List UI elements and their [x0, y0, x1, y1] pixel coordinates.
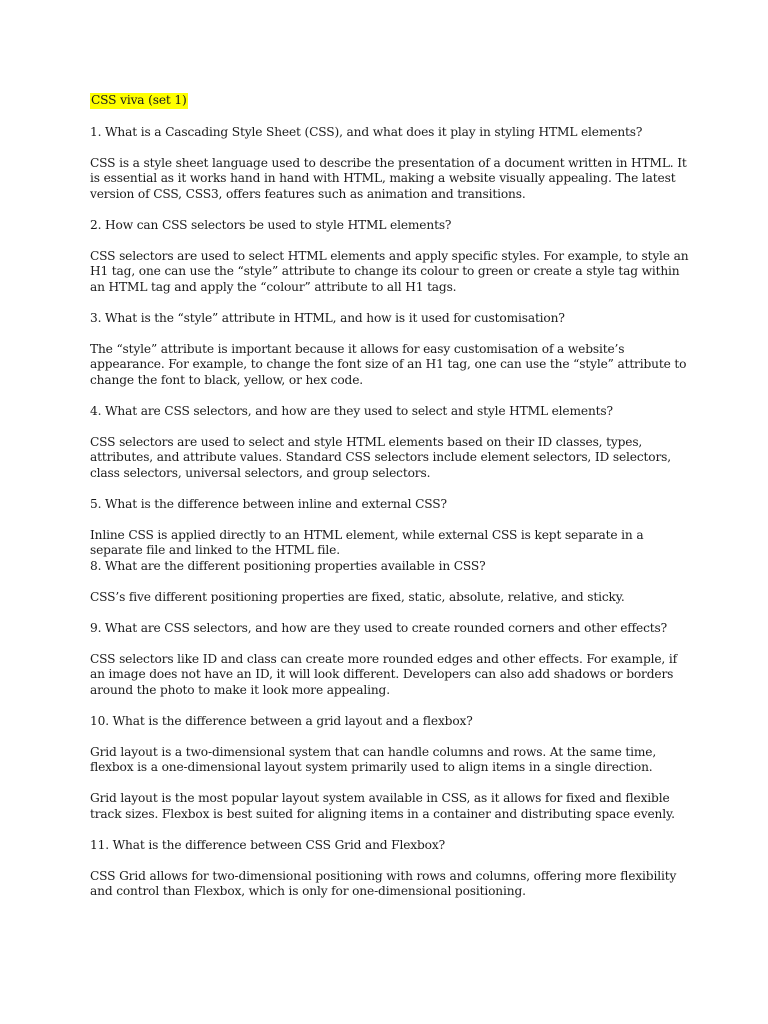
answer-1: CSS is a style sheet language used to describe the presentation of a document written in HTML. It is essential as it works hand in hand with HTML, making a website visually appealing. The latest version of CSS, CSS3, offers features such as animation and transitions.: [90, 155, 687, 201]
question-10: 10. What is the difference between a grid layout and a flexbox?: [90, 713, 473, 728]
question-8: 8. What are the different positioning properties available in CSS?: [90, 558, 486, 573]
answer-10-part-1: Grid layout is a two-dimensional system that can handle columns and rows. At the same time, flexbox is a one-dimensional layout system primarily used to align items in a single direction.: [90, 744, 657, 774]
answer-3: The “style” attribute is important because it allows for easy customisation of a website’s appearance. For example, to change the font size of an H1 tag, one can use the “style” attribute to change the font to black, yellow, or hex code.: [90, 341, 687, 387]
document-page: [90, 93, 690, 915]
answer-5: Inline CSS is applied directly to an HTML element, while external CSS is kept separate in a separate file and linked to the HTML file.: [90, 527, 644, 557]
document-title: CSS viva (set 1): [91, 93, 187, 107]
question-2: 2. How can CSS selectors be used to style HTML elements?: [90, 217, 452, 232]
answer-4: CSS selectors are used to select and style HTML elements based on their ID classes, types, attributes, and attribute values. Standard CSS selectors include element selectors, ID selectors, class selectors, universal selectors, and group selectors.: [90, 434, 671, 480]
question-5: 5. What is the difference between inline and external CSS?: [90, 496, 447, 511]
question-11: 11. What is the difference between CSS Grid and Flexbox?: [90, 837, 445, 852]
answer-11: CSS Grid allows for two-dimensional positioning with rows and columns, offering more flexibility and control than Flexbox, which is only for one-dimensional positioning.: [90, 868, 677, 898]
answer-9: CSS selectors like ID and class can create more rounded edges and other effects. For example, if an image does not have an ID, it will look different. Developers can also add shadows or borders around the photo to make it look more appealing.: [90, 651, 677, 697]
answer-2: CSS selectors are used to select HTML elements and apply specific styles. For example, to style an H1 tag, one can use the “style” attribute to change its colour to green or create a style tag within an HTML tag and apply the “colour” attribute to all H1 tags.: [90, 248, 689, 294]
question-3: 3. What is the “style” attribute in HTML, and how is it used for customisation?: [90, 310, 565, 325]
answer-10-part-2: Grid layout is the most popular layout system available in CSS, as it allows for fixed and flexible track sizes. Flexbox is best suited for aligning items in a container and distributing space evenly.: [90, 791, 675, 821]
question-1: 1. What is a Cascading Style Sheet (CSS), and what does it play in styling HTML elements?: [90, 124, 643, 139]
question-4: 4. What are CSS selectors, and how are they used to select and style HTML elements?: [90, 403, 613, 418]
answer-8: CSS’s five different positioning properties are fixed, static, absolute, relative, and sticky.: [90, 589, 625, 604]
question-9: 9. What are CSS selectors, and how are they used to create rounded corners and other effects?: [90, 620, 667, 635]
